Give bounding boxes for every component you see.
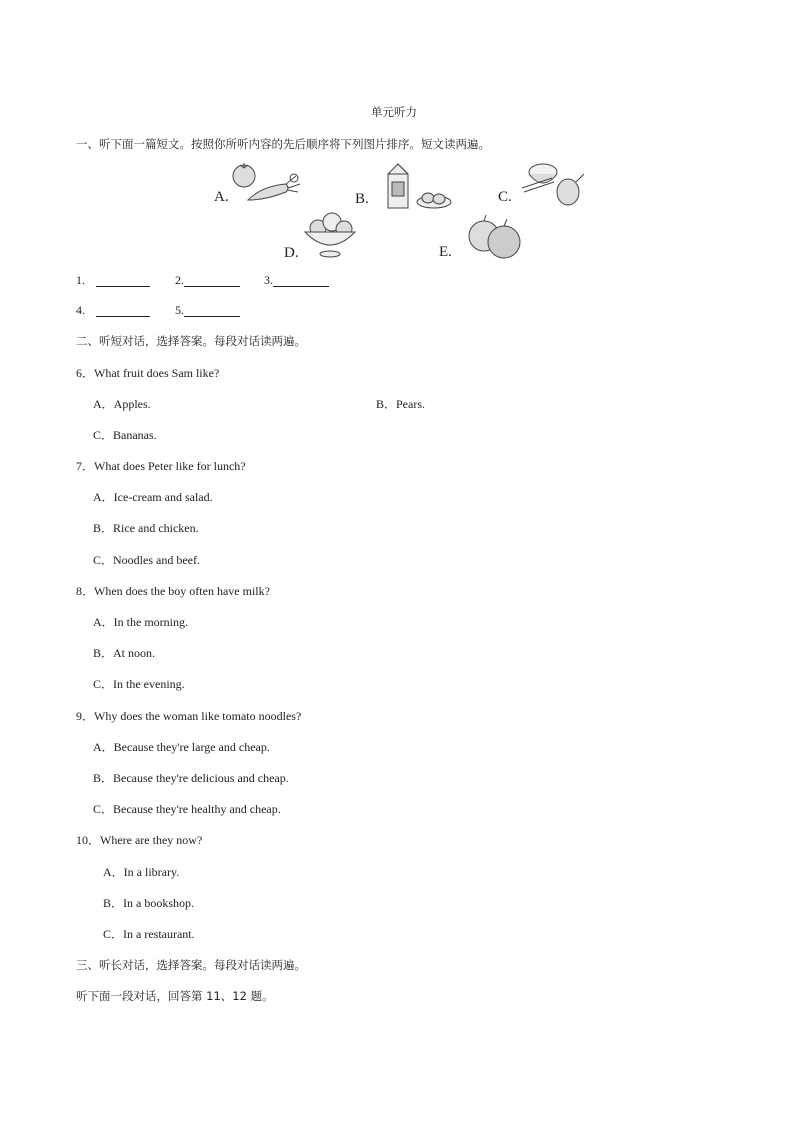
question-6: 6．What fruit does Sam like? [76,366,220,380]
picture-label-a: A. [214,189,229,205]
option-7a[interactable]: A．Ice-cream and salad. [93,490,213,504]
blank-number: 5. [175,303,184,317]
question-9: 9．Why does the woman like tomato noodles? [76,709,302,723]
question-8: 8．When does the boy often have milk? [76,584,270,598]
section3-instruction: 三、听长对话，选择答案。每段对话读两遍。 [76,958,306,972]
picture-label-c: C. [498,189,512,205]
option-8c[interactable]: C．In the evening. [93,677,185,691]
option-8b[interactable]: B．At noon. [93,646,156,660]
option-6b[interactable]: B．Pears. [376,397,425,411]
salad-bowl-icon [302,208,358,258]
option-10b[interactable]: B．In a bookshop. [103,896,194,910]
answer-blank-1[interactable] [76,273,150,287]
tomato-carrot-icon [230,160,302,208]
section1-instruction: 一、听下面一篇短文。按照你所听内容的先后顺序将下列图片排序。短文读两遍。 [76,137,490,151]
milk-eggs-icon [384,162,452,212]
section2-instruction: 二、听短对话，选择答案。每段对话读两遍。 [76,334,306,348]
answer-blank-4[interactable] [76,303,150,317]
option-10c[interactable]: C．In a restaurant. [103,927,195,941]
answer-blank-5[interactable] [175,303,240,317]
page-title: 单元听力 [371,105,417,119]
blank-number: 3. [264,273,273,287]
option-6a[interactable]: A．Apples. [93,397,151,411]
blank-number: 4. [76,303,85,317]
option-9a[interactable]: A．Because they're large and cheap. [93,740,270,754]
picture-label-e: E. [439,244,452,260]
option-9c[interactable]: C．Because they're healthy and cheap. [93,802,281,816]
blank-number: 1. [76,273,85,287]
answer-blank-2[interactable] [175,273,240,287]
rice-chicken-icon [516,160,586,210]
section3-sub-instruction: 听下面一段对话，回答第 11、12 题。 [76,989,274,1003]
picture-label-d: D. [284,245,299,261]
question-7: 7．What does Peter like for lunch? [76,459,246,473]
option-10a[interactable]: A．In a library. [103,865,180,879]
option-7c[interactable]: C．Noodles and beef. [93,553,200,567]
answer-blank-3[interactable] [264,273,329,287]
blank-number: 2. [175,273,184,287]
option-7b[interactable]: B．Rice and chicken. [93,521,199,535]
apples-icon [464,212,524,262]
option-9b[interactable]: B．Because they're delicious and cheap. [93,771,289,785]
option-6c[interactable]: C．Bananas. [93,428,157,442]
question-10: 10．Where are they now? [76,833,203,847]
option-8a[interactable]: A．In the morning. [93,615,188,629]
picture-label-b: B. [355,191,369,207]
